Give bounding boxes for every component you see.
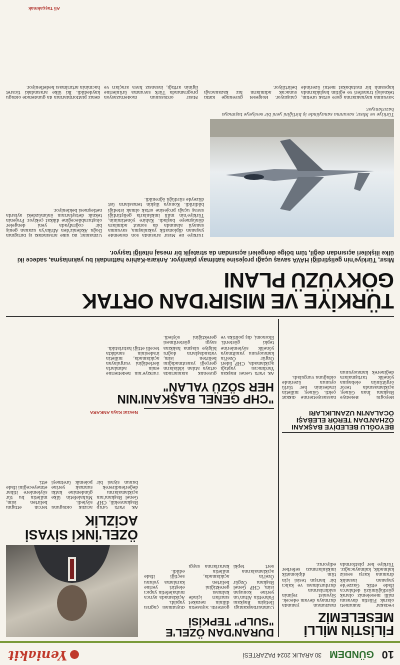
- masthead: [0, 641, 400, 665]
- lead-author-signature: Ali Taşçakmak: [28, 6, 60, 11]
- lead-subheadline: Mısır, Türkiye'nin geliştirdiği HAVA savaş uçağı projesine katılmayı planlıyor. Ankara-Kahire hattındaki bu yakınlaşma, sadece iki ülke ilişkileri açısından değil, tüm bölge dengeleri açısından da stratejik bir mesaj niteliği taşıyor.: [17, 248, 394, 263]
- issue-date: 30 ARALIK 2024 PAZARTESİ: [242, 651, 322, 657]
- photo-caption: Türkiye ve Mısır, savunma sanayiinde iş birliğini yeni bir seviyeye taşımaya hazırlanıyor.: [221, 105, 394, 116]
- author-signature: Nevzat Kaya ANKARA: [89, 410, 138, 415]
- lead-body-a: Türkiye ile Mısır arasında son dönemde yaşanan diplomatik yakınlaşma, savunma sanayii alanında da somut adımlara dönüşmeye başladı. Kahire yönetiminin, Türkiye'nin milli imkânlarla geliştirdiği savaş uçağı projesine ortak olmak istediği bildirildi. Konuya ilişkin temasların üst düzeyde sürdüğü öğrenildi.: [108, 196, 204, 237]
- section-label: GÜNDEM: [329, 648, 374, 660]
- right-headline: ÖZEL'İNKİ SİYASİ ACİZLİK: [25, 513, 138, 542]
- left-article-body-2: Beyoğlu Belediye Başkanı İnan Güney, açıklamasında terör örgütünün elebaşına yönelik tartışmalara değinerek kamuoyunun hassasiyetlerine dikkat çekti. Güney, milletin iradesinin her türlü oyunun üzerinde olduğunu vurguladı.: [282, 368, 394, 399]
- left-headline: FİLİSTİN MİLLİ MESELEMİZ: [303, 609, 394, 638]
- column-divider: [278, 319, 279, 637]
- center-article-body-2: AK Parti Genel Başkan Yardımcısı yaptığı açıklamada, CHP lideri Özgür Özel'in kamuoyunu yanıltmaya yönelik söylemlerine tepki gösterdi. Ekonomi, dış politika ve güvenlik alanlarında ortaya atılan iddiaların gerçeği yansıtmadığını belirten isim, vatandaşların doğru bilgiye ulaşma hakkına saygı gösterilmesi gerektiğini söyledi. Türkiye'nin hedeflerine emin adımlarla ilerlediğini vurgulayan açıklamada, milletin iradesinin sandıkta tecelli ettiği hatırlatıldı.: [106, 334, 274, 375]
- politician-photo: [6, 545, 138, 637]
- lead-body-b: Uzmanlar, iki ülke arasındaki iş birliğinin Doğu Akdeniz'den Afrika'ya uzanan geniş bir coğrafyada yeni dengeler oluşturabileceğine dikkat çekiyor. Projenin teknik detaylarının önümüzdeki aylarda netleşmesi bekleniyor.: [6, 206, 102, 237]
- left-headline-2: BEYOĞLU BELEDİYE BAŞKANI ÖZHAN'DAN TERÖR ELEBAŞI ÖCALAN'IN UZANLIKLARI: [291, 409, 394, 430]
- person-silhouette-icon: [6, 545, 138, 637]
- center-headline-2: "CHP GENEL BAŞKANI'NIN HER SÖZÜ YALAN": [117, 379, 274, 406]
- logo-icon: [70, 650, 79, 659]
- fighter-jet-icon: [210, 119, 394, 237]
- center-headline: DURAN'DAN ÖZEL'E "SULP" TEPKİSİ: [165, 614, 274, 638]
- newspaper-logo: Yeniakit: [8, 647, 79, 662]
- center-article-body: Cumhurbaşkanlığı İletişim Başkanı Fahrettin Altun'un yerine konuşan isim, CHP Genel Başkanı Özgür Özel'in açıklamalarına sert tepki gösterdi. Siyasetin dilinin nezaket sınırları içinde kalması gerektiğini belirten açıklamada, milletin kararlarına saygı duyulması çağrısı yapıldı. Açıklamada ayrıca muhalefetin yapıcı eleştiri yerine karalama yolunu seçtiği ifade edildi.: [144, 563, 274, 609]
- left-article-body: Fedakâr hükümeti olarak Filistin davasını milli meselemiz olarak gördüğümüzü defalarca ifade ettik. Gazze'de yaşanan insanlık dramına karşı sessiz kalmadık, kalmayacağız. Türkiye her platformda mazlumun yanında durmaya devam edecek. Siyonist rejimin saldırılarının durdurulması ve kalıcı bir barışın tesisi için tüm diplomatik imkânlarımızı seferber ediyoruz.: [282, 561, 394, 607]
- divider: [282, 432, 394, 433]
- lead-headline: TÜRKİYE VE MISIR'DAN ORTAK GÖKYÜZÜ PLANI: [82, 267, 394, 312]
- right-article-body: AK Parti Grup Başkanvekili, CHP Genel Başkanı'nın açıklamalarını değerlendirerek bunun siyasi bir acizlik olduğunu söyledi. Muhalefetin ülke gündemine katkı sunmak yerine polemik üretmeyi tercih ettiğini belirten isim, milletin bu tür söylemlere itibar etmeyeceğini ifade etti.: [6, 478, 138, 509]
- jet-photo: [210, 119, 394, 237]
- divider: [144, 408, 274, 409]
- page-number: 10: [381, 648, 394, 660]
- lead-body-d: Mısır ordusunun modernizasyon programında Türk savunma ürünlerine ilginin arttığı, insansız hava araçları ve deniz platformlarının da gündemde olduğu kaydedildi. İki ülke arasındaki ticaret hacminin artırılması hedefleniyor.: [6, 83, 198, 99]
- section-divider: [6, 316, 394, 317]
- lead-body-c: Savunma kaynaklarına göre ortak üretim, teknoloji transferi ve eğitim başlıklarında kapsamlı bir mutabakat metni üzerinde çalışılıyor. Bölgesel güvenliğe katkı sunacak adımların hız kazanacağı belirtiliyor.: [204, 83, 394, 99]
